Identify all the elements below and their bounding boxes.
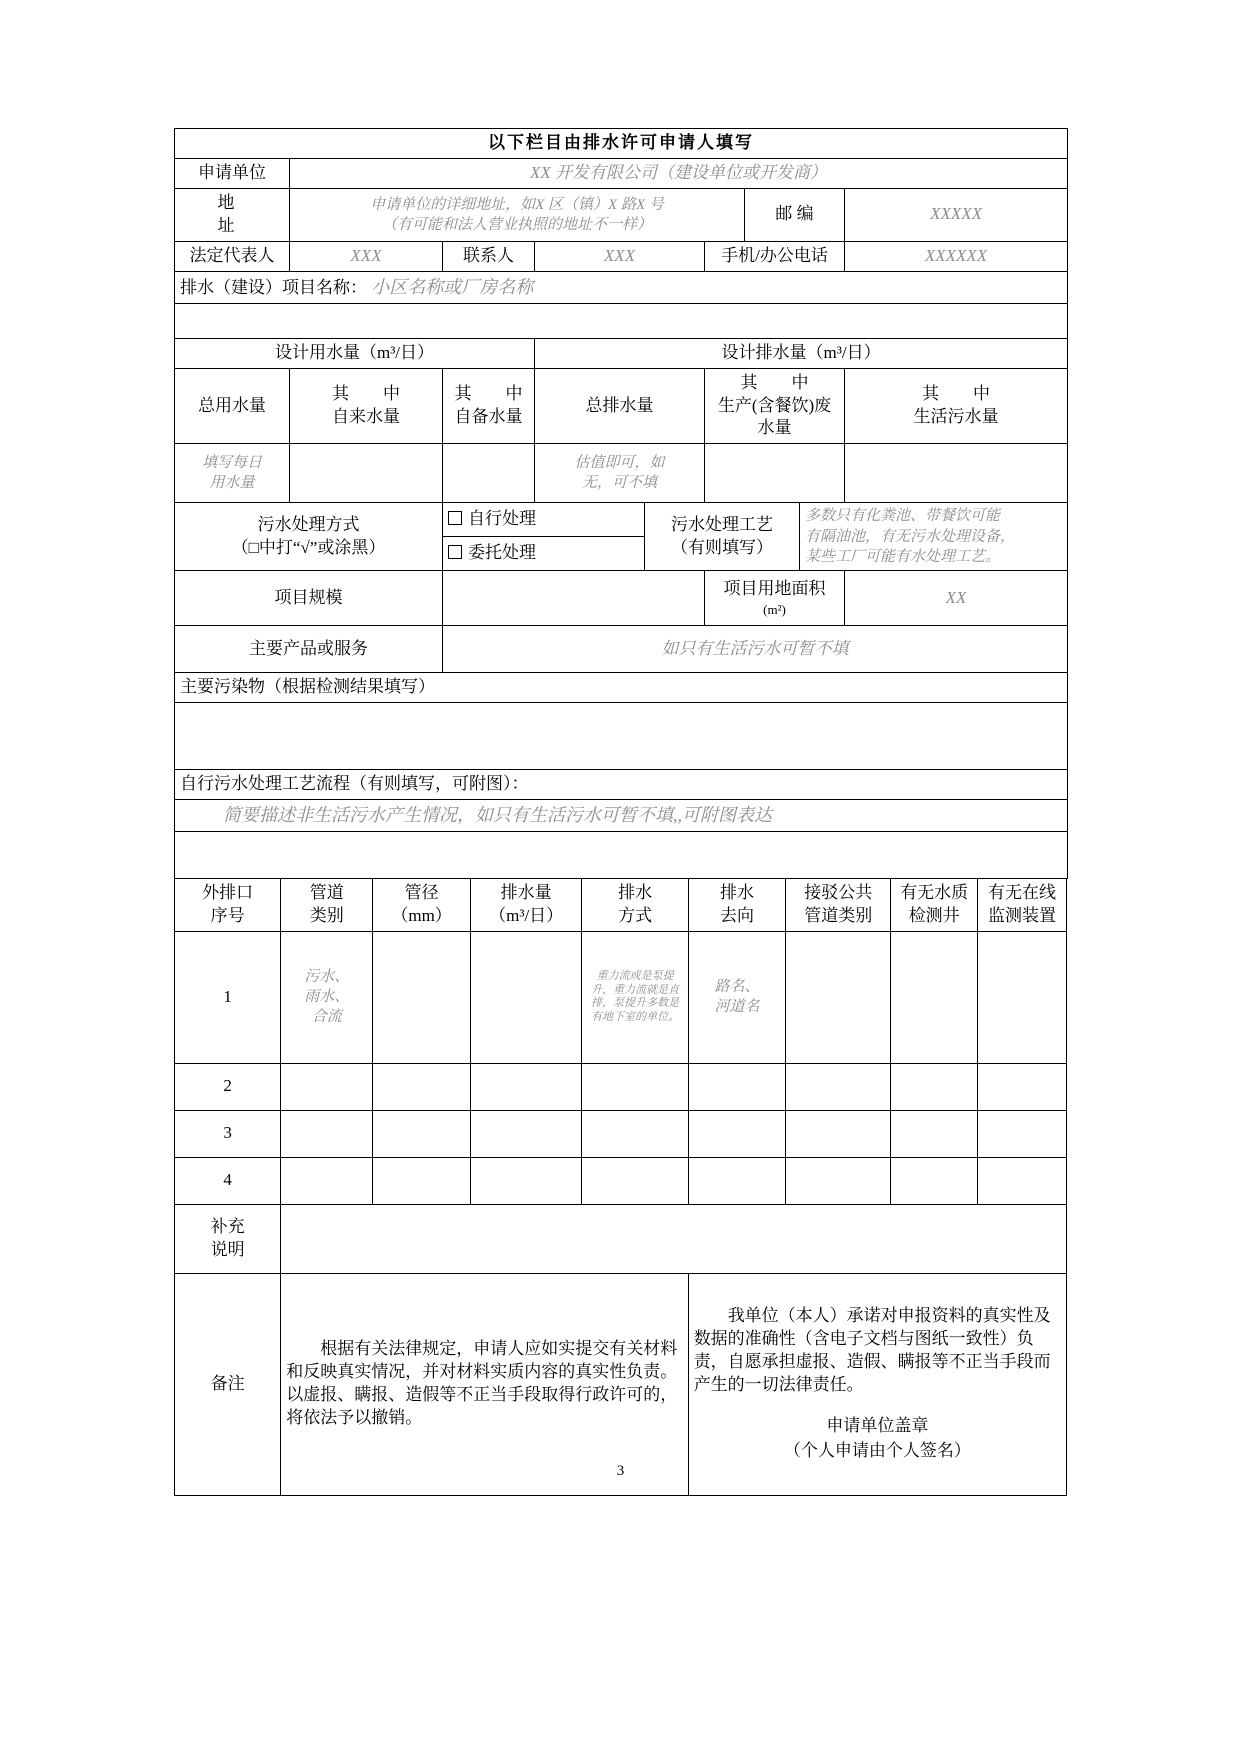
main-pollutant-label: 主要污染物（根据检测结果填写）	[175, 673, 1068, 703]
table-row	[175, 1063, 1067, 1110]
domestic-sewage-value[interactable]	[845, 444, 1068, 503]
outlet-col-direction	[688, 878, 786, 931]
outlet-col-monitor-l2: 监测装置	[988, 905, 1057, 925]
outlet-row3-monitor[interactable]	[978, 1110, 1067, 1157]
outlet-row1-well[interactable]	[891, 931, 978, 1063]
outlet-row3-diameter[interactable]	[373, 1110, 471, 1157]
col-self-water	[443, 368, 535, 444]
process-flow-hint: 简要描述非生活污水产生情况，如只有生活污水可暂不填,,可附图表达	[223, 805, 772, 825]
outlet-row2-direction[interactable]	[688, 1063, 786, 1110]
col-domestic-sewage	[845, 368, 1068, 444]
self-water-value[interactable]	[443, 444, 535, 503]
contact-label: 联系人	[443, 241, 535, 271]
outlet-col-well-l2: 检测井	[908, 905, 960, 925]
outlet-col-method-l1: 排水	[618, 882, 653, 902]
outlet-col-monitor	[978, 878, 1067, 931]
total-use-hint-l1: 填写每日	[201, 455, 262, 472]
outlet-row2-public-pipe[interactable]	[786, 1063, 891, 1110]
outlet-row2-pipe-type[interactable]	[281, 1063, 373, 1110]
remark-left-paragraph: 根据有关法律规定，申请人应如实提交有关材料和反映真实情况，并对材料实质内容的真实性负责。以虚报、瞒报、造假等不正当手段取得行政许可的，将依法予以撤销。	[286, 1339, 678, 1428]
col-total-discharge: 总排水量	[535, 368, 705, 444]
legal-rep-value[interactable]: XXX	[290, 241, 443, 271]
outlet-row1-pipe-type[interactable]	[281, 931, 373, 1063]
outlet-row4-diameter[interactable]	[373, 1157, 471, 1204]
process-flow-label: 自行污水处理工艺流程（有则填写，可附图）：	[175, 770, 1068, 800]
outlet-col-pipe-type-l2: 类别	[309, 905, 344, 925]
col-total-use: 总用水量	[175, 368, 290, 444]
pipe-type-hint-1: 污水、	[304, 968, 350, 985]
project-name-spacer-row	[175, 303, 1068, 338]
main-pollutant-value[interactable]	[175, 703, 1068, 770]
address-hint-line2: （有可能和法人营业执照的地址不一样）	[381, 216, 652, 233]
address-hint-line1: 申请单位的详细地址，如X 区（镇）X 路X 号	[370, 196, 664, 213]
supplement-value[interactable]	[281, 1204, 1067, 1273]
water-values-row	[175, 444, 1068, 503]
outlet-row3-pipe-type[interactable]	[281, 1110, 373, 1157]
outlet-row2-diameter[interactable]	[373, 1063, 471, 1110]
drainage-permit-form	[174, 128, 1067, 1496]
outlet-col-no-l1: 外排口	[202, 882, 254, 902]
outlet-col-well-l1: 有无水质	[900, 882, 969, 902]
main-pollutant-blank-row	[175, 703, 1068, 770]
process-flow-value-row	[175, 800, 1068, 832]
project-scale-row	[175, 571, 1068, 626]
outlet-col-volume-l2: （m³/日）	[489, 905, 564, 925]
col-domestic-sewage-l1: 其 中	[922, 384, 991, 404]
remark-stamp-line2: （个人申请由个人签名）	[783, 1441, 971, 1461]
treat-entrust-label: 委托处理	[468, 543, 536, 563]
col-domestic-sewage-l2: 生活污水量	[913, 406, 999, 426]
form-title-row	[175, 129, 1068, 159]
tap-water-value[interactable]	[290, 444, 443, 503]
col-production-waste-l1: 其 中	[740, 372, 809, 392]
outlet-table	[174, 878, 1067, 1496]
process-flow-value[interactable]	[175, 800, 1068, 832]
land-area-value[interactable]: XX	[845, 571, 1068, 626]
treatment-mode-row-1	[175, 503, 1068, 537]
process-flow-blank[interactable]	[175, 831, 1068, 878]
outlet-row3-public-pipe[interactable]	[786, 1110, 891, 1157]
main-pollutant-row	[175, 673, 1068, 703]
outlet-row2-monitor[interactable]	[978, 1063, 1067, 1110]
outlet-row3-no: 3	[175, 1110, 281, 1157]
outlet-row4-direction[interactable]	[688, 1157, 786, 1204]
process-flow-blank-row	[175, 831, 1068, 878]
land-area-label-l1: 项目用地面积	[723, 578, 826, 598]
phone-value[interactable]: XXXXXX	[845, 241, 1068, 271]
outlet-row1-direction[interactable]	[688, 931, 786, 1063]
outlet-col-method	[582, 878, 688, 931]
project-scale-value[interactable]	[443, 571, 705, 626]
col-production-waste-l2: 生产(含餐饮)废水量	[717, 395, 832, 438]
treatment-craft-value[interactable]	[800, 503, 1068, 571]
remark-right-block	[688, 1273, 1066, 1495]
remark-left-text	[281, 1273, 688, 1495]
supplement-row	[175, 1204, 1067, 1273]
remark-row	[175, 1273, 1067, 1495]
address-row	[175, 188, 1068, 241]
outlet-row2-no: 2	[175, 1063, 281, 1110]
remark-label: 备注	[175, 1273, 281, 1495]
form-title: 以下栏目由排水许可申请人填写	[175, 129, 1068, 159]
project-name-label: 排水（建设）项目名称：	[180, 277, 367, 297]
direction-hint-2: 河道名	[714, 999, 760, 1016]
outlet-row1-volume[interactable]	[470, 931, 582, 1063]
page-number: 3	[616, 1463, 625, 1479]
design-water-discharge-header: 设计排水量（m³/日）	[535, 338, 1068, 368]
outlet-col-no-l2: 序号	[210, 905, 245, 925]
applicant-unit-row	[175, 158, 1068, 188]
remark-right-paragraph: 我单位（本人）承诺对申报资料的真实性及数据的准确性（含电子文档与图纸一致性）负责，自愿承担虚报、造假、瞒报等不正当手段而产生的一切法律责任。	[693, 1305, 1051, 1394]
treatment-craft-hint-l3: 某些工厂可能有水处理工艺。	[805, 548, 1001, 565]
total-discharge-hint-l2: 无，可不填	[581, 475, 657, 492]
project-name-cell[interactable]	[175, 271, 1068, 303]
outlet-col-public-pipe	[786, 878, 891, 931]
land-area-label-l2: (m²)	[763, 601, 786, 617]
production-waste-value[interactable]	[705, 444, 845, 503]
project-scale-label: 项目规模	[175, 571, 443, 626]
method-hint: 重力流或是泵提升，重力流就是直排，泵提升多数是有地下室的单位。	[591, 969, 680, 1024]
outlet-row4-well[interactable]	[891, 1157, 978, 1204]
postcode-value[interactable]: XXXXX	[845, 188, 1068, 241]
treat-self-label: 自行处理	[468, 509, 536, 529]
supplement-label	[175, 1204, 281, 1273]
postcode-label: 邮 编	[745, 188, 845, 241]
phone-label: 手机/办公电话	[705, 241, 845, 271]
supplement-label-l2: 说明	[210, 1239, 245, 1259]
main-product-row	[175, 626, 1068, 673]
direction-hint-1: 路名、	[714, 979, 760, 996]
outlet-row2-well[interactable]	[891, 1063, 978, 1110]
outlet-col-public-pipe-l1: 接驳公共	[804, 882, 873, 902]
treatment-craft-label-l2: （有则填写）	[671, 537, 773, 557]
outlet-col-pipe-type-l1: 管道	[309, 882, 344, 902]
outlet-col-direction-l1: 排水	[719, 882, 754, 902]
main-product-label: 主要产品或服务	[175, 626, 443, 673]
outlet-col-public-pipe-l2: 管道类别	[804, 905, 873, 925]
outlet-row1-monitor[interactable]	[978, 931, 1067, 1063]
col-production-waste	[705, 368, 845, 444]
col-self-water-l2: 自备水量	[454, 406, 523, 426]
main-product-value[interactable]: 如只有生活污水可暂不填	[443, 626, 1068, 673]
remark-stamp-line1: 申请单位盖章	[826, 1415, 929, 1435]
land-area-label	[705, 571, 845, 626]
outlet-col-monitor-l1: 有无在线	[988, 882, 1057, 902]
outlet-col-diameter-l2: （mm）	[391, 905, 452, 925]
col-tap-water-l2: 自来水量	[332, 406, 400, 426]
water-columns-row	[175, 368, 1068, 444]
col-tap-water	[290, 368, 443, 444]
project-name-blank[interactable]	[175, 303, 1068, 338]
outlet-row1-diameter[interactable]	[373, 931, 471, 1063]
main-form-table	[174, 128, 1068, 879]
table-row	[175, 1110, 1067, 1157]
project-name-value: 小区名称或厂房名称	[371, 276, 534, 297]
legal-rep-label: 法定代表人	[175, 241, 290, 271]
outlet-col-diameter-l1: 管径	[404, 882, 439, 902]
outlet-col-volume	[470, 878, 582, 931]
checkbox-icon[interactable]	[448, 545, 462, 559]
outlet-row1-public-pipe[interactable]	[786, 931, 891, 1063]
col-self-water-l1: 其 中	[454, 384, 523, 404]
outlet-col-pipe-type	[281, 878, 373, 931]
pipe-type-hint-3: 合流	[311, 1009, 342, 1026]
outlet-row3-volume[interactable]	[470, 1110, 582, 1157]
treatment-craft-label	[645, 503, 800, 571]
supplement-label-l1: 补充	[210, 1216, 245, 1236]
treatment-mode-label-l2: （□中打“√”或涂黑）	[231, 537, 386, 557]
outlet-row3-direction[interactable]	[688, 1110, 786, 1157]
table-row	[175, 931, 1067, 1063]
outlet-col-direction-l2: 去向	[719, 905, 754, 925]
treat-self-option[interactable]	[443, 503, 645, 537]
treatment-mode-label-l1: 污水处理方式	[257, 514, 360, 534]
total-discharge-hint-l1: 估值即可，如	[574, 455, 665, 472]
outlet-col-volume-l1: 排水量	[500, 882, 552, 902]
legal-rep-row	[175, 241, 1068, 271]
applicant-unit-value[interactable]: XX 开发有限公司（建设单位或开发商）	[290, 158, 1068, 188]
treatment-mode-label	[175, 503, 443, 571]
contact-value[interactable]: XXX	[535, 241, 705, 271]
design-water-header-row	[175, 338, 1068, 368]
outlet-row2-volume[interactable]	[470, 1063, 582, 1110]
checkbox-icon[interactable]	[448, 511, 462, 525]
outlet-row2-method[interactable]	[582, 1063, 688, 1110]
outlet-row4-public-pipe[interactable]	[786, 1157, 891, 1204]
col-tap-water-l1: 其 中	[332, 384, 400, 404]
applicant-unit-label: 申请单位	[175, 158, 290, 188]
outlet-row3-method[interactable]	[582, 1110, 688, 1157]
outlet-col-well	[891, 878, 978, 931]
outlet-col-method-l2: 方式	[618, 905, 653, 925]
total-use-hint-l2: 用水量	[209, 475, 255, 492]
table-row	[175, 1157, 1067, 1204]
design-water-use-header: 设计用水量（m³/日）	[175, 338, 535, 368]
outlet-row1-method[interactable]	[582, 931, 688, 1063]
outlet-row4-method[interactable]	[582, 1157, 688, 1204]
outlet-col-no	[175, 878, 281, 931]
outlet-row4-pipe-type[interactable]	[281, 1157, 373, 1204]
treatment-craft-hint-l1: 多数只有化粪池、带餐饮可能	[805, 508, 1001, 525]
address-value[interactable]	[290, 188, 745, 241]
outlet-row4-monitor[interactable]	[978, 1157, 1067, 1204]
treat-entrust-option[interactable]	[443, 537, 645, 571]
treatment-craft-hint-l2: 有隔油池，有无污水处理设备，	[805, 528, 1016, 545]
address-label: 地 址	[175, 188, 290, 241]
outlet-col-diameter	[373, 878, 471, 931]
project-name-row	[175, 271, 1068, 303]
total-discharge-value[interactable]	[535, 444, 705, 503]
pipe-type-hint-2: 雨水、	[304, 989, 350, 1006]
total-use-value[interactable]	[175, 444, 290, 503]
outlet-row4-no: 4	[175, 1157, 281, 1204]
process-flow-row	[175, 770, 1068, 800]
outlet-row1-no: 1	[175, 931, 281, 1063]
outlet-row3-well[interactable]	[891, 1110, 978, 1157]
outlet-header-row	[175, 878, 1067, 931]
treatment-craft-label-l1: 污水处理工艺	[671, 514, 773, 534]
outlet-row4-volume[interactable]	[470, 1157, 582, 1204]
